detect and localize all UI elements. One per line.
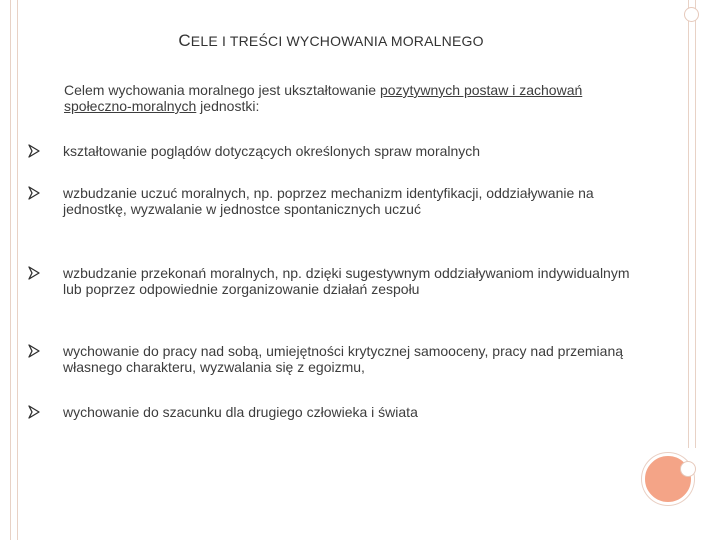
list-item-text: wzbudzanie przekonań moralnych, np. dzięki sugestywnym oddziaływaniom indywidualnym lub poprzez odpowiednie zorganizowanie działań zespołu: [63, 265, 630, 297]
list-item-text: kształtowanie poglądów dotyczących określonych spraw moralnych: [63, 143, 481, 159]
arrowhead-bullet-icon: [27, 144, 41, 158]
decorative-circle-top: [684, 7, 699, 22]
list-item-text: wychowanie do pracy nad sobą, umiejętności krytycznej samooceny, pracy nad przemianą własnego charakteru, wyzwalania się z egoizmu,: [63, 343, 624, 375]
slide-frame-right: [688, 0, 696, 448]
decorative-circle-small: [680, 461, 696, 477]
arrowhead-bullet-icon: [27, 344, 41, 358]
title-first-letter: C: [178, 31, 191, 50]
intro-part1: Celem wychowania moralnego jest ukształtowanie: [64, 82, 380, 98]
arrowhead-bullet-icon: [27, 266, 41, 280]
slide-title: [0, 31, 662, 51]
intro-part2: jednostki:: [196, 98, 260, 114]
slide-frame-left: [10, 0, 18, 540]
list-item-text: wzbudzanie uczuć moralnych, np. poprzez mechanizm identyfikacji, oddziaływanie na jednostkę, wyzwalanie w jednostce spontanicznych uczuć: [63, 185, 594, 217]
arrowhead-bullet-icon: [27, 186, 41, 200]
intro-underlined: pozytywnych postaw i zachowań społeczno-moralnych: [64, 82, 583, 114]
title-rest: ELE I TREŚCI WYCHOWANIA MORALNEGO: [190, 33, 484, 49]
intro-paragraph: [64, 82, 644, 114]
arrowhead-bullet-icon: [27, 405, 41, 419]
list-item-text: wychowanie do szacunku dla drugiego człowieka i świata: [63, 404, 418, 420]
